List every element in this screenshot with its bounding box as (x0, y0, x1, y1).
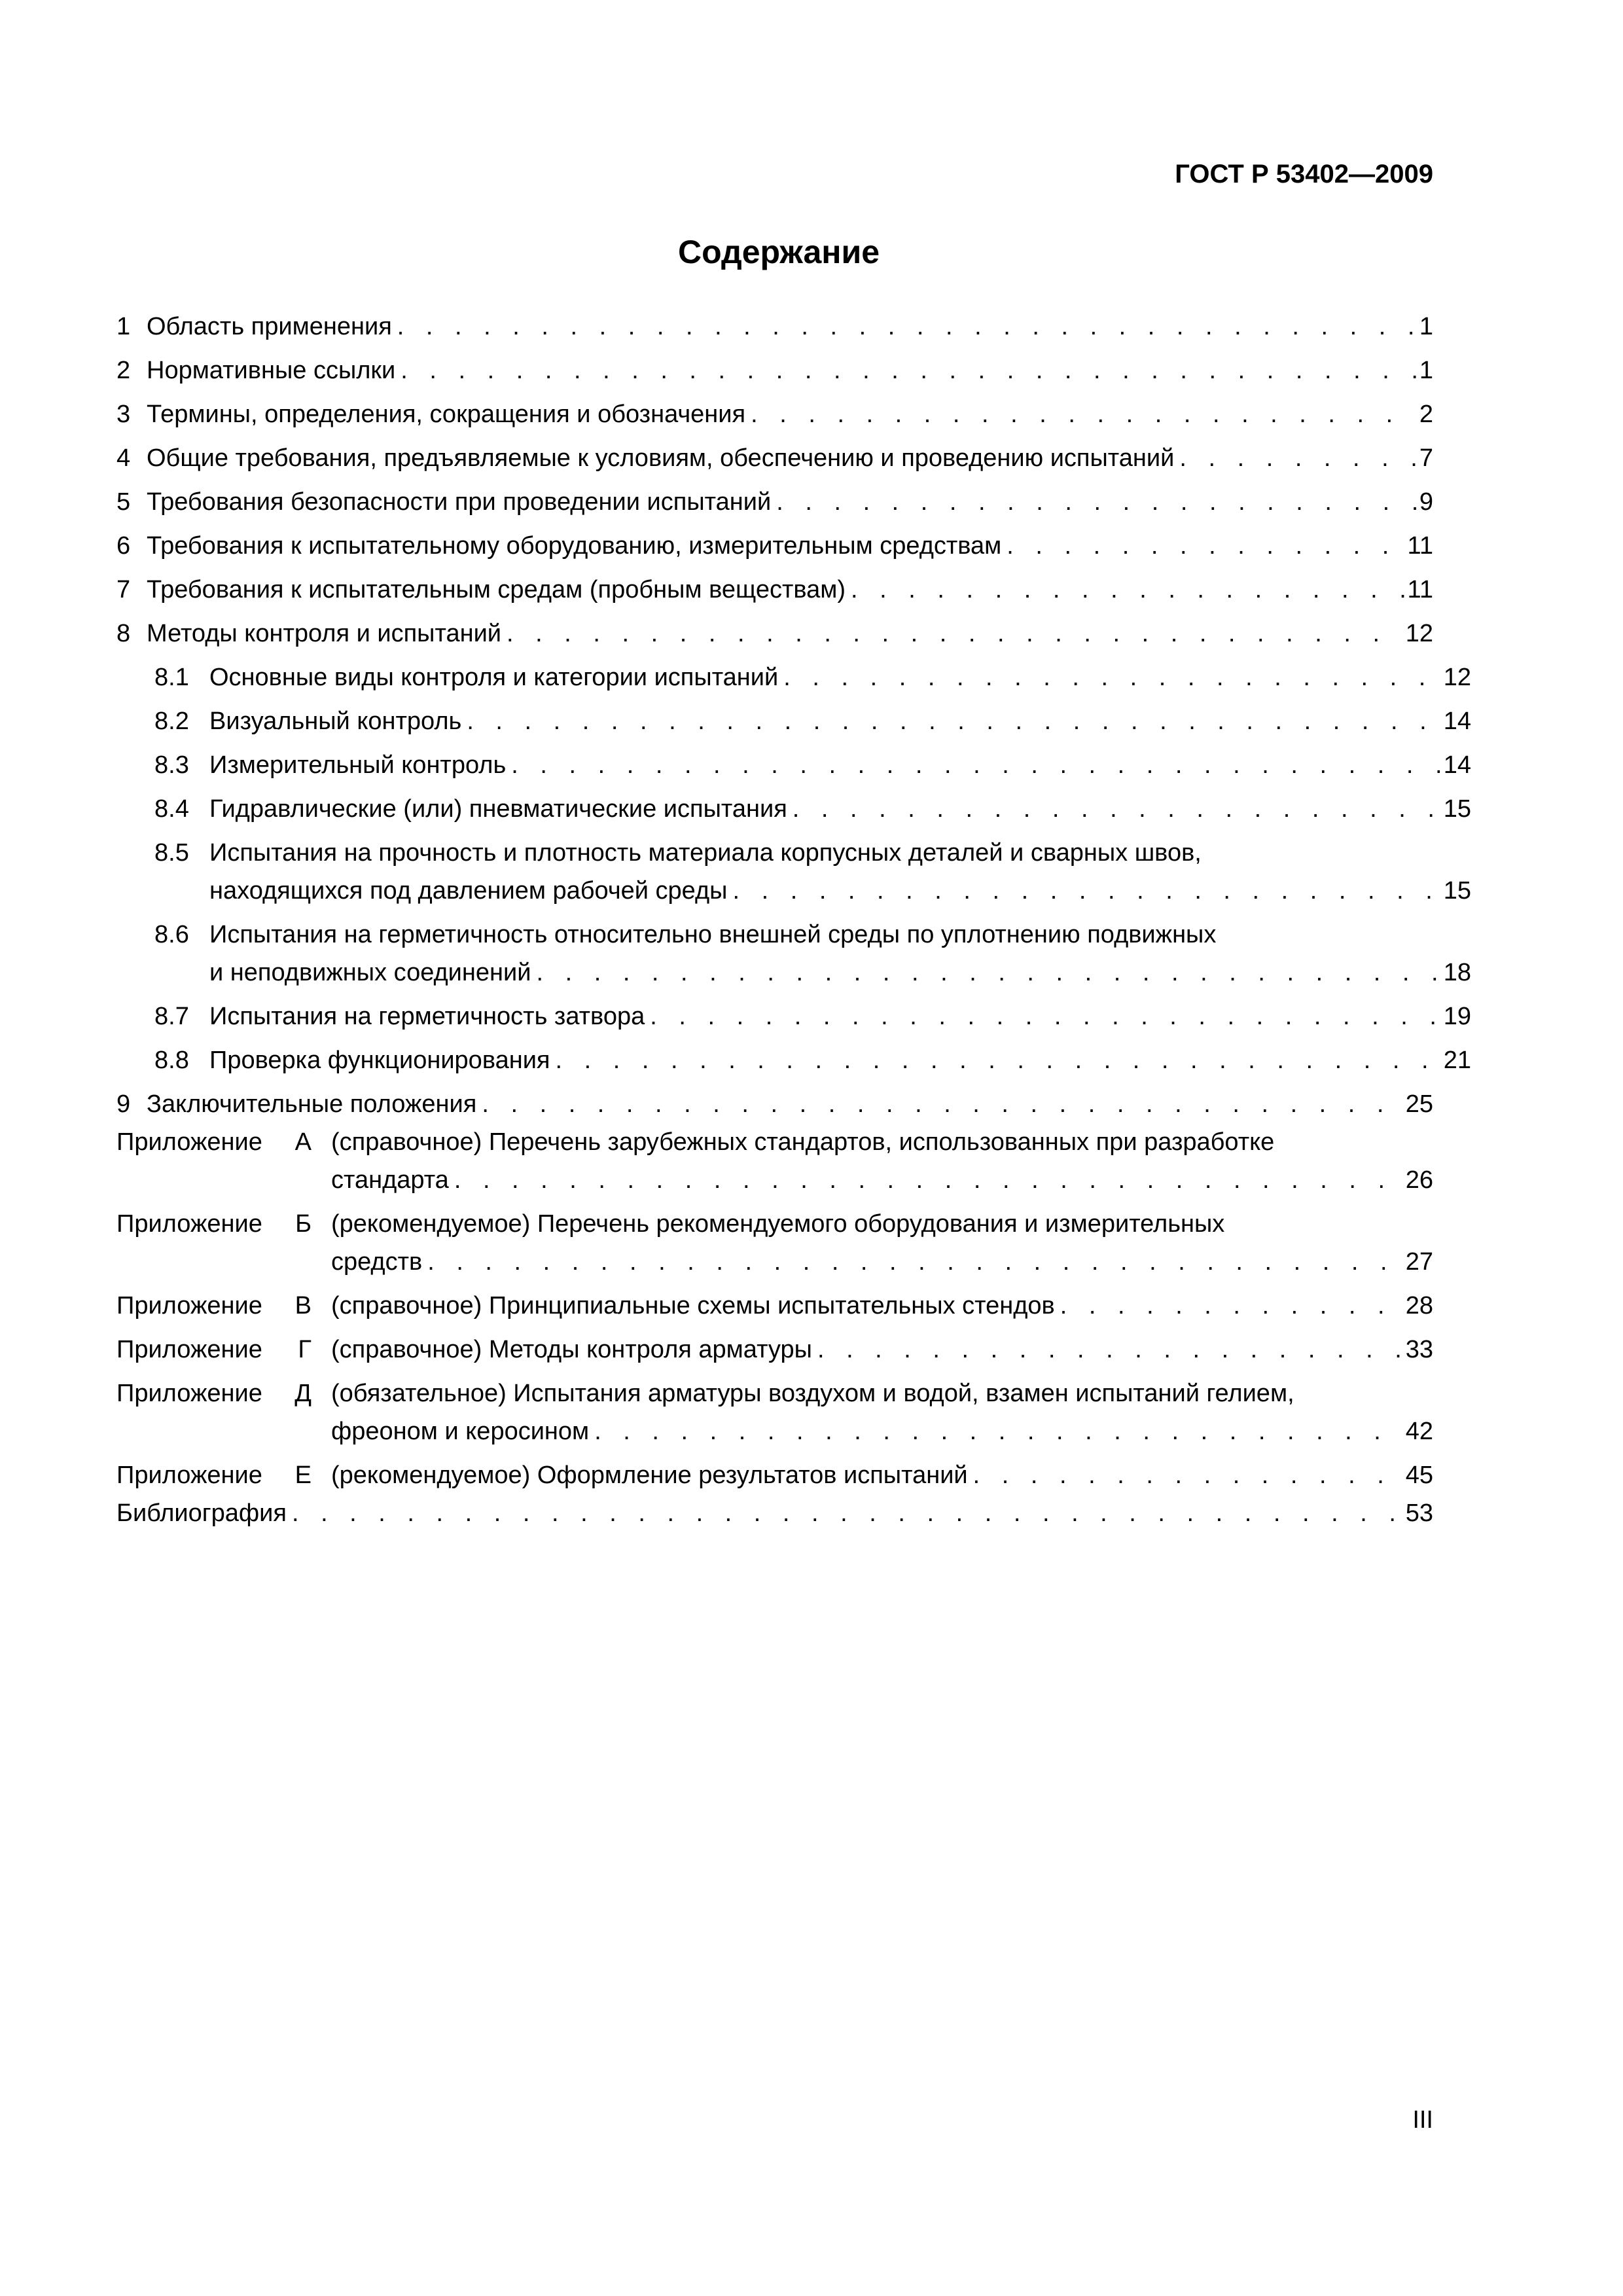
appendix-label (116, 1456, 331, 1494)
appendix-letter: Е (294, 1462, 312, 1489)
toc-entry-page: 28 (1405, 1292, 1433, 1319)
toc-entry-page: 19 (1443, 1003, 1471, 1030)
appendix-label (116, 1374, 331, 1412)
dot-leader (550, 1041, 1441, 1079)
toc-entry-title: Библиография (116, 1499, 287, 1527)
toc-entry-8-6[interactable] (116, 916, 1471, 992)
toc-entry-8-3[interactable] (116, 746, 1471, 784)
toc-entry-title: Измерительный контроль (209, 751, 507, 779)
dot-leader (461, 702, 1440, 740)
toc-entry-number: 8.7 (154, 1003, 189, 1030)
appendix-letter: В (294, 1292, 312, 1319)
toc-entry-page: 15 (1443, 877, 1471, 905)
toc-entry-title: Гидравлические (или) пневматические испытания (209, 795, 787, 823)
toc-entry-number: 8.4 (154, 795, 189, 823)
document-code: ГОСТ Р 53402—2009 (1175, 160, 1433, 188)
toc-entry-number: 1 (116, 313, 131, 340)
toc-entry-page: 1 (1419, 357, 1433, 384)
toc-entry-6[interactable] (116, 527, 1433, 565)
appendix-label (116, 1123, 331, 1161)
toc-entry-page: 45 (1405, 1462, 1433, 1489)
dot-leader (645, 997, 1440, 1035)
toc-entry-3[interactable] (116, 395, 1433, 433)
toc-entry-title: Общие требования, предъявляемые к условиям, обеспечению и проведению испытаний (147, 444, 1175, 472)
toc-entry-8-5[interactable] (116, 834, 1471, 910)
dot-leader (506, 746, 1440, 784)
dot-leader (395, 351, 1417, 389)
dot-leader (589, 1412, 1403, 1450)
toc-entry-2[interactable] (116, 351, 1433, 389)
toc-entry-page: 15 (1443, 795, 1471, 823)
dot-leader (745, 395, 1417, 433)
appendix-word: Приложение (116, 1210, 262, 1238)
toc-entry-title: Визуальный контроль (209, 708, 462, 735)
toc-entry-page: 27 (1405, 1248, 1433, 1276)
toc-entry-page: 1 (1419, 313, 1433, 340)
appendix-word: Приложение (116, 1336, 262, 1363)
toc-entry-7[interactable] (116, 571, 1433, 609)
toc-entry-title-line1: (обязательное) Испытания арматуры воздухом и водой, взамен испытаний гелием, (331, 1380, 1294, 1407)
page-number: III (1412, 2106, 1433, 2134)
toc-entry-1[interactable] (116, 308, 1433, 346)
toc-entry-title: Требования к испытательным средам (пробным веществам) (147, 576, 846, 603)
toc-entry-page: 21 (1443, 1047, 1471, 1074)
toc-entry-title: (рекомендуемое) Оформление результатов испытаний (331, 1462, 968, 1489)
toc-entry-number: 3 (116, 401, 131, 428)
toc-entry-page: 26 (1405, 1166, 1433, 1194)
toc-entry-title: Проверка функционирования (209, 1047, 550, 1074)
dot-leader (501, 615, 1403, 653)
toc-entry-number: 2 (116, 357, 131, 384)
toc-entry-4[interactable] (116, 439, 1433, 477)
toc-entry-title-line2: стандарта (331, 1166, 449, 1194)
toc-entry-title-line1: Испытания на прочность и плотность материала корпусных деталей и сварных швов, (209, 839, 1202, 867)
toc-entry-title: Требования безопасности при проведении испытаний (147, 488, 772, 516)
dot-leader (392, 308, 1417, 346)
dot-leader (771, 483, 1417, 521)
toc-entry-number: 9 (116, 1090, 131, 1118)
page-title: Содержание (677, 234, 880, 270)
toc-entry-number: 8 (116, 620, 131, 647)
dot-leader (812, 1331, 1403, 1369)
appendix-letter: Б (295, 1210, 312, 1238)
dot-leader (531, 954, 1440, 992)
dot-leader (449, 1161, 1403, 1199)
toc-entry-page: 12 (1443, 664, 1471, 691)
toc-appendix-e[interactable] (116, 1456, 1433, 1494)
toc-entry-number: 8.2 (154, 708, 189, 735)
appendix-letter: Г (298, 1336, 312, 1363)
toc-bibliography[interactable] (116, 1494, 1433, 1532)
toc-entry-title-line2: находящихся под давлением рабочей среды (209, 877, 728, 905)
toc-entry-number: 8.5 (154, 839, 189, 867)
dot-leader (1001, 527, 1404, 565)
toc-entry-page: 53 (1405, 1499, 1433, 1527)
toc-entry-title: Методы контроля и испытаний (147, 620, 502, 647)
toc-entry-number: 8.6 (154, 921, 189, 948)
toc-entry-number: 8.3 (154, 751, 189, 779)
appendix-label (116, 1287, 331, 1325)
toc-entry-number: 8.1 (154, 664, 189, 691)
dot-leader (727, 872, 1440, 910)
appendix-label (116, 1331, 331, 1369)
toc-entry-8-4[interactable] (116, 790, 1471, 828)
appendix-letter: Д (294, 1380, 312, 1407)
dot-leader (476, 1085, 1402, 1123)
toc-entry-page: 33 (1405, 1336, 1433, 1363)
toc-entry-page: 14 (1443, 708, 1471, 735)
toc-entry-8-1[interactable] (116, 658, 1471, 696)
appendix-word: Приложение (116, 1292, 262, 1319)
toc-entry-5[interactable] (116, 483, 1433, 521)
toc-entry-9[interactable] (116, 1085, 1433, 1123)
toc-entry-number: 6 (116, 532, 131, 560)
dot-leader (787, 790, 1441, 828)
toc-entry-page: 14 (1443, 751, 1471, 779)
toc-entry-page: 2 (1419, 401, 1433, 428)
appendix-word: Приложение (116, 1462, 262, 1489)
table-of-contents (116, 308, 1471, 1532)
toc-appendix-b[interactable] (116, 1205, 1433, 1281)
toc-entry-title: Заключительные положения (147, 1090, 477, 1118)
toc-entry-number: 5 (116, 488, 131, 516)
toc-entry-title-line1: (справочное) Перечень зарубежных стандартов, использованных при разработке (331, 1128, 1275, 1156)
dot-leader (1055, 1287, 1403, 1325)
toc-entry-page: 18 (1443, 959, 1471, 986)
toc-entry-title-line1: (рекомендуемое) Перечень рекомендуемого оборудования и измерительных (331, 1210, 1225, 1238)
toc-entry-page: 12 (1405, 620, 1433, 647)
dot-leader (846, 571, 1405, 609)
dot-leader (778, 658, 1440, 696)
toc-entry-page: 11 (1407, 532, 1433, 560)
toc-appendix-d[interactable] (116, 1374, 1433, 1450)
appendix-label (116, 1205, 331, 1243)
toc-entry-number: 8.8 (154, 1047, 189, 1074)
toc-entry-title-line2: средств (331, 1248, 423, 1276)
appendix-word: Приложение (116, 1128, 262, 1156)
toc-entry-8-2[interactable] (116, 702, 1471, 740)
appendix-letter: А (294, 1128, 312, 1156)
dot-leader (422, 1243, 1403, 1281)
toc-entry-title: Основные виды контроля и категории испытаний (209, 664, 779, 691)
toc-entry-8[interactable] (116, 615, 1433, 653)
appendix-word: Приложение (116, 1380, 262, 1407)
toc-entry-page: 7 (1419, 444, 1433, 472)
toc-entry-title-line2: фреоном и керосином (331, 1418, 590, 1445)
toc-entry-title: Область применения (147, 313, 392, 340)
dot-leader (1174, 439, 1417, 477)
toc-entry-title-line1: Испытания на герметичность относительно внешней среды по уплотнению подвижных (209, 921, 1217, 948)
toc-entry-title: Требования к испытательному оборудованию, измерительным средствам (147, 532, 1002, 560)
toc-appendix-v[interactable] (116, 1287, 1433, 1325)
toc-entry-number: 4 (116, 444, 131, 472)
toc-entry-8-8[interactable] (116, 1041, 1471, 1079)
toc-entry-title: Испытания на герметичность затвора (209, 1003, 645, 1030)
toc-appendix-a[interactable] (116, 1123, 1433, 1199)
toc-entry-page: 9 (1419, 488, 1433, 516)
toc-entry-title: Нормативные ссылки (147, 357, 396, 384)
dot-leader (287, 1494, 1403, 1532)
toc-entry-number: 7 (116, 576, 131, 603)
toc-entry-title: (справочное) Принципиальные схемы испытательных стендов (331, 1292, 1055, 1319)
toc-entry-title-line2: и неподвижных соединений (209, 959, 531, 986)
toc-entry-page: 11 (1407, 576, 1433, 603)
toc-entry-title: (справочное) Методы контроля арматуры (331, 1336, 812, 1363)
toc-appendix-g[interactable] (116, 1331, 1433, 1369)
dot-leader (968, 1456, 1403, 1494)
toc-entry-title: Термины, определения, сокращения и обозначения (147, 401, 746, 428)
toc-entry-8-7[interactable] (116, 997, 1471, 1035)
toc-entry-page: 42 (1405, 1418, 1433, 1445)
toc-entry-page: 25 (1405, 1090, 1433, 1118)
